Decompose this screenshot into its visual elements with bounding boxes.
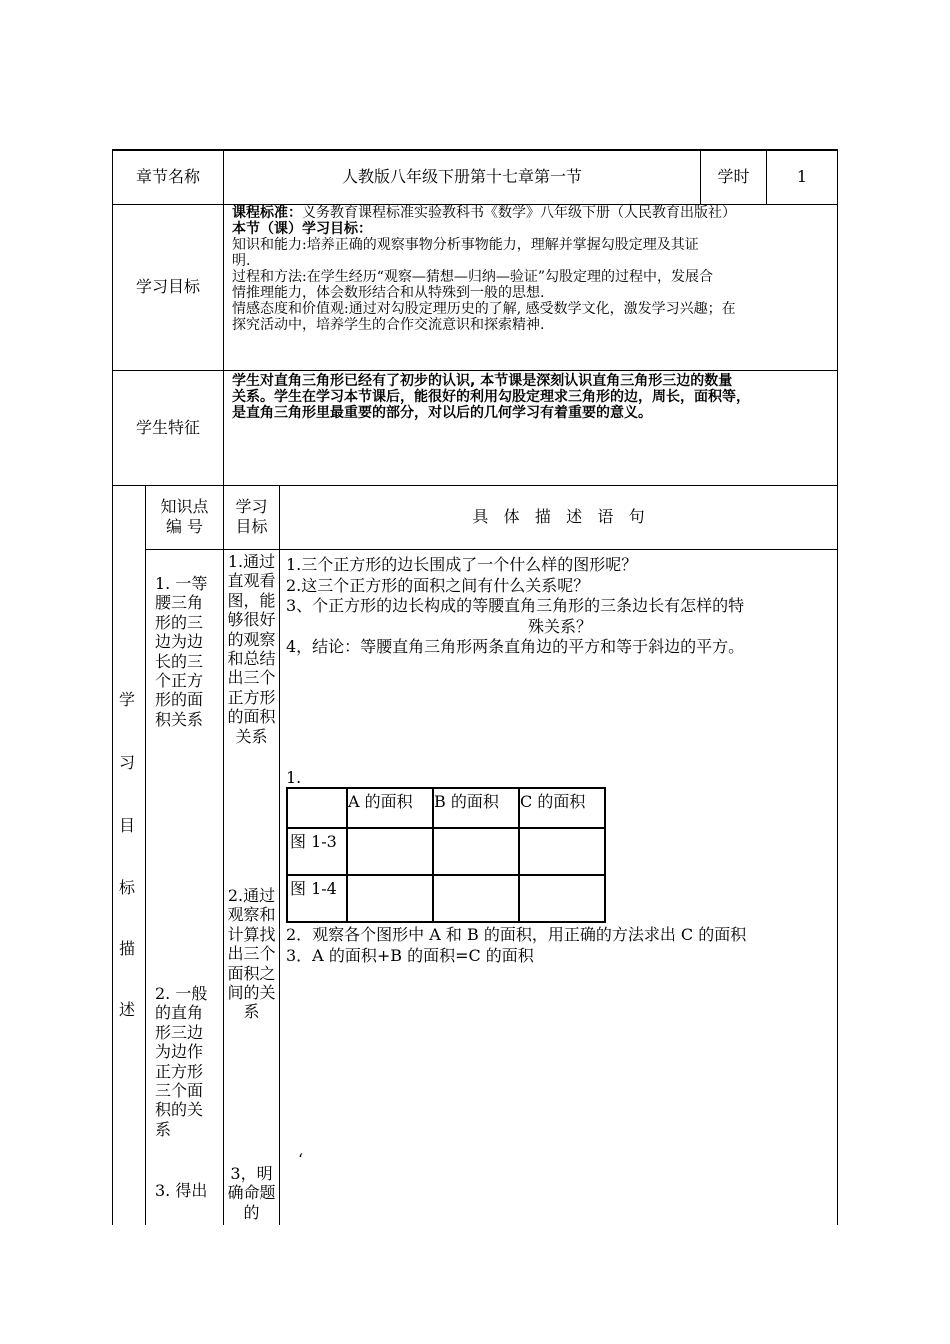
area-table-row	[287, 828, 605, 875]
conclusion: 4，结论：等腰直角三角形两条直角边的平方和等于斜边的平方。	[286, 637, 745, 656]
area-table-row	[287, 875, 605, 922]
emotion-line-1: 情感态度和价值观:通过对勾股定理历史的了解, 感受数学文化，激发学习兴趣；在	[232, 301, 736, 317]
question-1: 1.三个正方形的边长围成了一个什么样的图形呢？	[286, 555, 638, 574]
col-divider-side	[145, 485, 146, 1225]
goal-header-line-2: 目标	[235, 517, 268, 536]
knowledge-line-1: 知识和能力:培养正确的观察事物分析事物能力，理解并掌握勾股定理及其证	[232, 237, 699, 253]
process-line-2: 情推理能力，体会数形结合和从特殊到一般的思想.	[232, 285, 545, 301]
row-divider-2	[112, 370, 838, 371]
goal-header-line-1: 学习	[235, 497, 268, 516]
question-2: 2.这三个正方形的面积之间有什么关系呢？	[286, 575, 590, 595]
side-char-5: 描	[119, 939, 136, 958]
knowledge-point-2: 2. 一般的直角形三边为边作正方形三个面积的关系	[155, 984, 208, 1139]
area-table-header-a: A 的面积	[347, 788, 433, 828]
area-table	[286, 787, 606, 923]
description-header: 具 体 描 述 语 句	[472, 507, 645, 526]
area-table-header-row	[287, 788, 605, 828]
area-table-row-label: 图 1-4	[287, 875, 347, 922]
area-table-cell	[519, 828, 605, 875]
step-3: 3．A 的面积+B 的面积=C 的面积	[286, 945, 534, 965]
side-char-2: 习	[119, 753, 136, 772]
steps	[286, 925, 746, 966]
row-divider-4	[145, 549, 838, 550]
student-label: 学生特征	[135, 418, 200, 437]
hours-value: 1	[796, 167, 808, 186]
knowledge-header-line-2: 编 号	[165, 517, 204, 536]
area-table-row-label: 图 1-3	[287, 828, 347, 875]
area-table-header-b: B 的面积	[433, 788, 519, 828]
chapter-label: 章节名称	[135, 167, 200, 186]
emotion-line-2: 探究活动中，培养学生的合作交流意识和探索精神.	[232, 317, 545, 333]
learning-goal-2: 2.通过观察和计算找出三个面积之间的关系	[227, 886, 276, 1022]
learning-goal-3: 3，明确命题的	[227, 1164, 276, 1222]
side-char-1: 学	[119, 690, 136, 709]
student-content	[232, 373, 832, 421]
knowledge-line-2: 明.	[232, 253, 251, 269]
area-table-cell	[433, 828, 519, 875]
student-line-2: 关系。学生在学习本节课后，能很好的利用勾股定理求三角形的边，周长，面积等，	[232, 389, 750, 405]
area-table-cell	[347, 875, 433, 922]
lesson-objectives-title: 本节（课）学习目标：	[232, 221, 372, 237]
side-char-4: 标	[119, 878, 136, 897]
table-border-right	[837, 149, 838, 1225]
knowledge-header-line-1: 知识点	[160, 497, 209, 516]
objectives-label: 学习目标	[135, 277, 200, 296]
question-3-cont: 殊关系？	[527, 616, 592, 636]
standard-title: 课程标准：	[232, 205, 302, 221]
goal-header	[224, 497, 279, 537]
item-number-1: 1.	[286, 768, 302, 787]
hours-label: 学时	[717, 167, 750, 186]
objectives-content	[232, 205, 832, 333]
step-2: 2．观察各个图形中 A 和 B 的面积，用正确的方法求出 C 的面积	[286, 925, 747, 944]
row-divider-3	[112, 485, 838, 486]
area-table-cell	[519, 875, 605, 922]
table-border-top	[112, 149, 838, 151]
student-line-1: 学生对直角三角形已经有了初步的认识, 本节课是深刻认识直角三角形三边的数量	[232, 373, 733, 389]
table-border-left	[112, 149, 113, 1225]
question-3: 3、个正方形的边长构成的等腰直角三角形的三条边长有怎样的特	[286, 596, 745, 615]
area-table-cell	[347, 828, 433, 875]
process-line-1: 过程和方法:在学生经历“观察—猜想—归纳—验证”勾股定理的过程中，发展合	[232, 269, 714, 285]
knowledge-point-3: 3. 得出	[155, 1181, 208, 1200]
area-table-corner	[287, 788, 347, 828]
area-table-cell	[433, 875, 519, 922]
standard-text: 义务教育课程标准实验教科书《数学》八年级下册（人民教育出版社）	[302, 205, 736, 221]
side-char-6: 述	[119, 1000, 136, 1019]
learning-goal-1: 1.通过直观看图，能够很好的观察和总结出三个正方形的面积关系	[227, 552, 276, 746]
side-char-3: 目	[119, 816, 136, 835]
chapter-title: 人教版八年级下册第十七章第一节	[341, 167, 582, 186]
description-questions	[286, 555, 834, 658]
col-divider-goal	[279, 485, 280, 1225]
student-line-3: 是直角三角形里最重要的部分，对以后的几何学习有着重要的意义。	[232, 405, 652, 421]
col-divider-knowledge	[223, 485, 224, 1225]
stray-mark: ‘	[298, 1150, 304, 1169]
knowledge-header	[146, 497, 223, 537]
area-table-header-c: C 的面积	[519, 788, 605, 828]
knowledge-point-1: 1. 一等腰三角形的三边为边长的三个正方形的面积关系	[155, 574, 208, 729]
